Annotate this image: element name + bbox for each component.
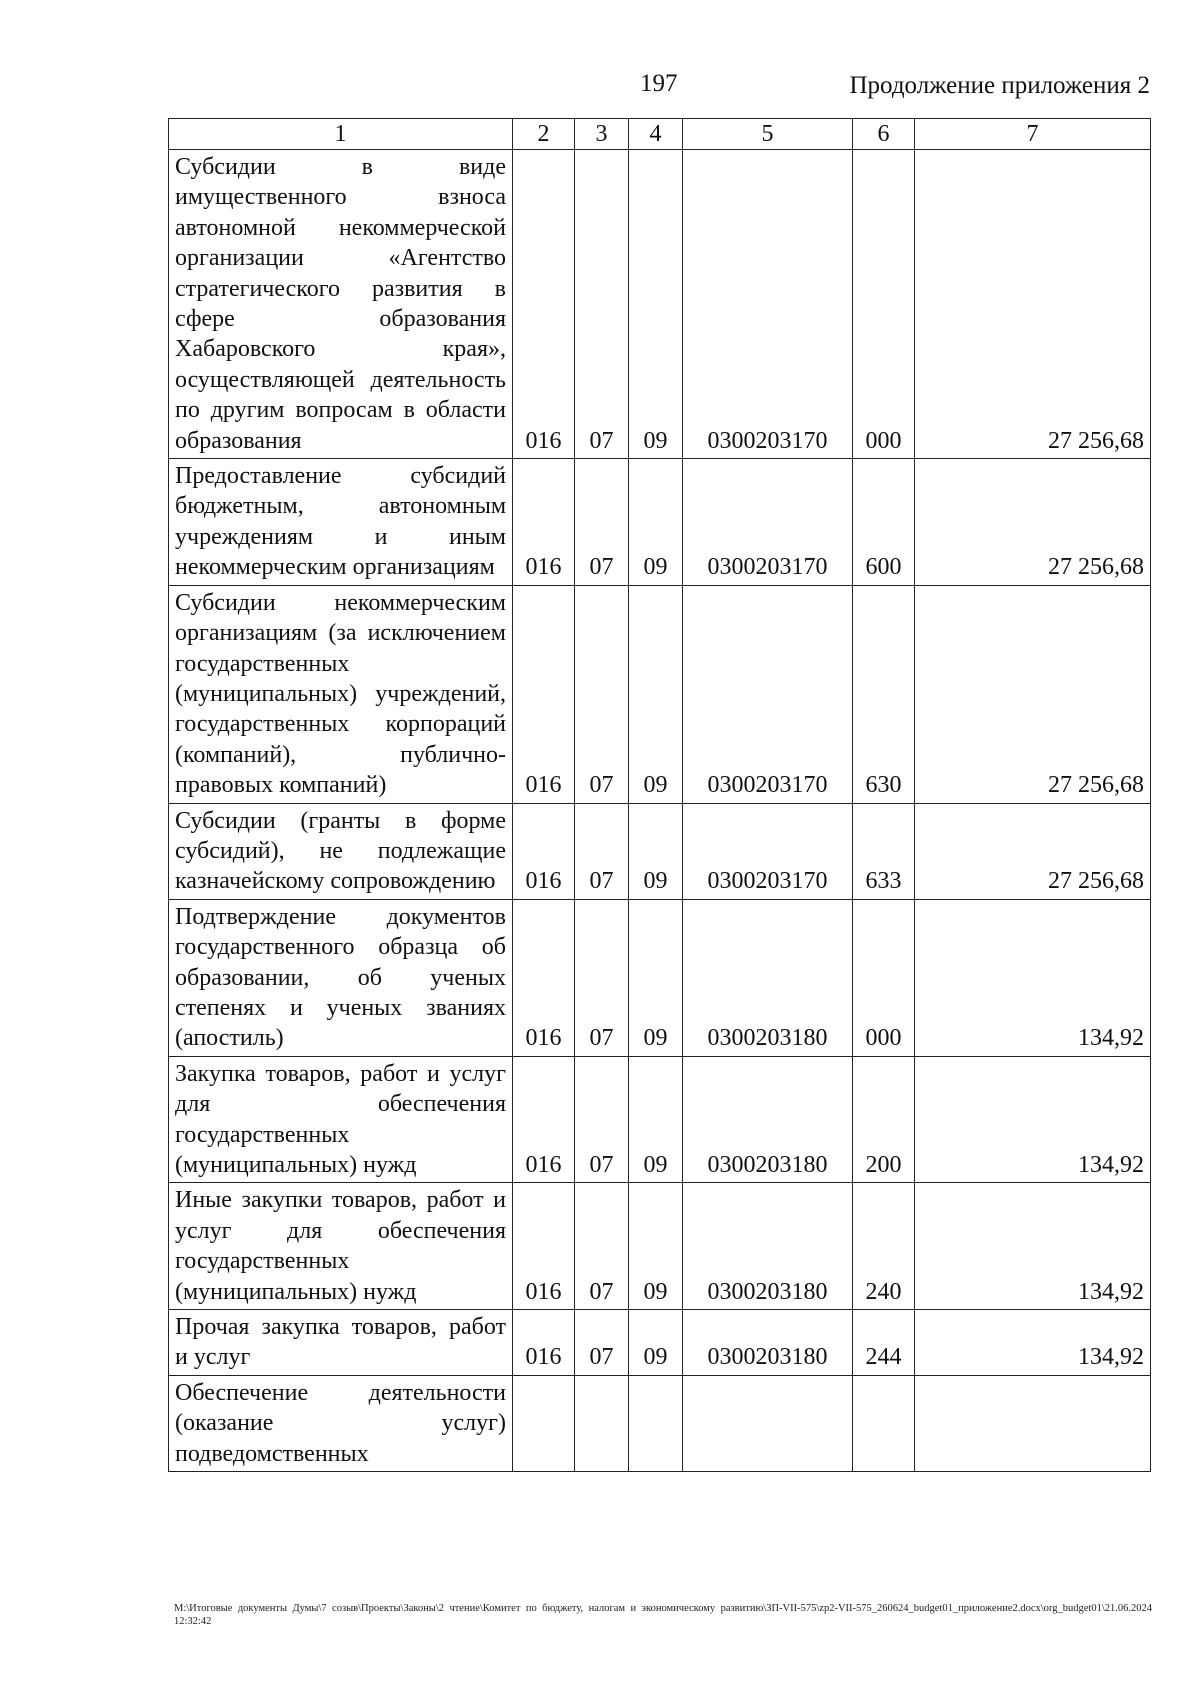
column-header-4: 4 xyxy=(629,119,683,150)
row-subsection: 09 xyxy=(629,459,683,586)
row-ministry-code: 016 xyxy=(513,585,575,803)
row-amount: 134,92 xyxy=(915,899,1151,1056)
row-amount: 27 256,68 xyxy=(915,803,1151,899)
table-row xyxy=(169,899,1151,1056)
row-name: Подтверждение документов государственного образца об образовании, об ученых степенях и ученых званиях (апостиль) xyxy=(169,899,513,1056)
row-amount: 134,92 xyxy=(915,1310,1151,1376)
row-expense-type: 633 xyxy=(853,803,915,899)
table-row xyxy=(169,1056,1151,1183)
row-expense-type: 200 xyxy=(853,1056,915,1183)
row-amount: 27 256,68 xyxy=(915,150,1151,459)
row-subsection: 09 xyxy=(629,899,683,1056)
page-number: 197 xyxy=(640,70,678,97)
row-target-article: 0300203180 xyxy=(683,1056,853,1183)
row-name: Субсидии в виде имущественного взноса автономной некоммерческой организации «Агентство стратегического развития в сфере образования Хабаровского края», осуществляющей деятельность по другим вопросам в области образования xyxy=(169,150,513,459)
row-subsection: 09 xyxy=(629,150,683,459)
row-ministry-code: 016 xyxy=(513,150,575,459)
row-section: 07 xyxy=(575,459,629,586)
row-section: 07 xyxy=(575,585,629,803)
row-amount: 27 256,68 xyxy=(915,585,1151,803)
row-subsection: 09 xyxy=(629,803,683,899)
row-name: Субсидии (гранты в форме субсидий), не подлежащие казначейскому сопровождению xyxy=(169,803,513,899)
row-amount: 134,92 xyxy=(915,1183,1151,1310)
row-name: Предоставление субсидий бюджетным, автономным учреждениям и иным некоммерческим организациям xyxy=(169,459,513,586)
table-row xyxy=(169,585,1151,803)
row-section: 07 xyxy=(575,150,629,459)
budget-table xyxy=(168,118,1151,1472)
row-ministry-code: 016 xyxy=(513,1056,575,1183)
row-amount: 27 256,68 xyxy=(915,459,1151,586)
row-name: Обеспечение деятельности (оказание услуг) подведомственных xyxy=(169,1375,513,1471)
row-amount: 134,92 xyxy=(915,1056,1151,1183)
row-ministry-code: 016 xyxy=(513,1183,575,1310)
column-header-5: 5 xyxy=(683,119,853,150)
row-expense-type: 000 xyxy=(853,150,915,459)
row-expense-type xyxy=(853,1375,915,1471)
table-row xyxy=(169,150,1151,459)
file-path-footer: M:\Итоговые документы Думы\7 созыв\Проекты\Законы\2 чтение\Комитет по бюджету, налогам и экономическому развитию\ЗП-VII-575\zp2-VII-575_260624_budget01_приложение2.docx\org_budget01\21.06.2024 12:32:42 xyxy=(174,1603,1152,1627)
row-target-article: 0300203180 xyxy=(683,899,853,1056)
row-target-article: 0300203170 xyxy=(683,459,853,586)
row-section: 07 xyxy=(575,1056,629,1183)
row-subsection: 09 xyxy=(629,585,683,803)
row-subsection: 09 xyxy=(629,1183,683,1310)
row-name: Прочая закупка товаров, работ и услуг xyxy=(169,1310,513,1376)
column-header-7: 7 xyxy=(915,119,1151,150)
row-expense-type: 630 xyxy=(853,585,915,803)
row-name: Закупка товаров, работ и услуг для обеспечения государственных (муниципальных) нужд xyxy=(169,1056,513,1183)
row-section: 07 xyxy=(575,803,629,899)
row-section: 07 xyxy=(575,1183,629,1310)
column-number-row xyxy=(169,119,1151,150)
table-row xyxy=(169,459,1151,586)
row-name: Иные закупки товаров, работ и услуг для обеспечения государственных (муниципальных) нужд xyxy=(169,1183,513,1310)
row-section: 07 xyxy=(575,899,629,1056)
table-row xyxy=(169,1183,1151,1310)
table-row xyxy=(169,1375,1151,1471)
row-target-article: 0300203170 xyxy=(683,803,853,899)
row-section xyxy=(575,1375,629,1471)
row-section: 07 xyxy=(575,1310,629,1376)
column-header-1: 1 xyxy=(169,119,513,150)
column-header-3: 3 xyxy=(575,119,629,150)
row-name: Субсидии некоммерческим организациям (за исключением государственных (муниципальных) учреждений, государственных корпораций (компаний), публично-правовых компаний) xyxy=(169,585,513,803)
row-target-article: 0300203180 xyxy=(683,1183,853,1310)
row-ministry-code: 016 xyxy=(513,899,575,1056)
row-amount xyxy=(915,1375,1151,1471)
row-expense-type: 000 xyxy=(853,899,915,1056)
table-row xyxy=(169,1310,1151,1376)
row-ministry-code: 016 xyxy=(513,1310,575,1376)
row-ministry-code: 016 xyxy=(513,459,575,586)
row-target-article: 0300203180 xyxy=(683,1310,853,1376)
row-subsection xyxy=(629,1375,683,1471)
row-ministry-code xyxy=(513,1375,575,1471)
row-target-article xyxy=(683,1375,853,1471)
continuation-label: Продолжение приложения 2 xyxy=(849,72,1150,99)
table-row xyxy=(169,803,1151,899)
row-subsection: 09 xyxy=(629,1056,683,1183)
row-expense-type: 240 xyxy=(853,1183,915,1310)
row-expense-type: 244 xyxy=(853,1310,915,1376)
row-target-article: 0300203170 xyxy=(683,150,853,459)
row-subsection: 09 xyxy=(629,1310,683,1376)
row-expense-type: 600 xyxy=(853,459,915,586)
row-ministry-code: 016 xyxy=(513,803,575,899)
column-header-6: 6 xyxy=(853,119,915,150)
column-header-2: 2 xyxy=(513,119,575,150)
row-target-article: 0300203170 xyxy=(683,585,853,803)
